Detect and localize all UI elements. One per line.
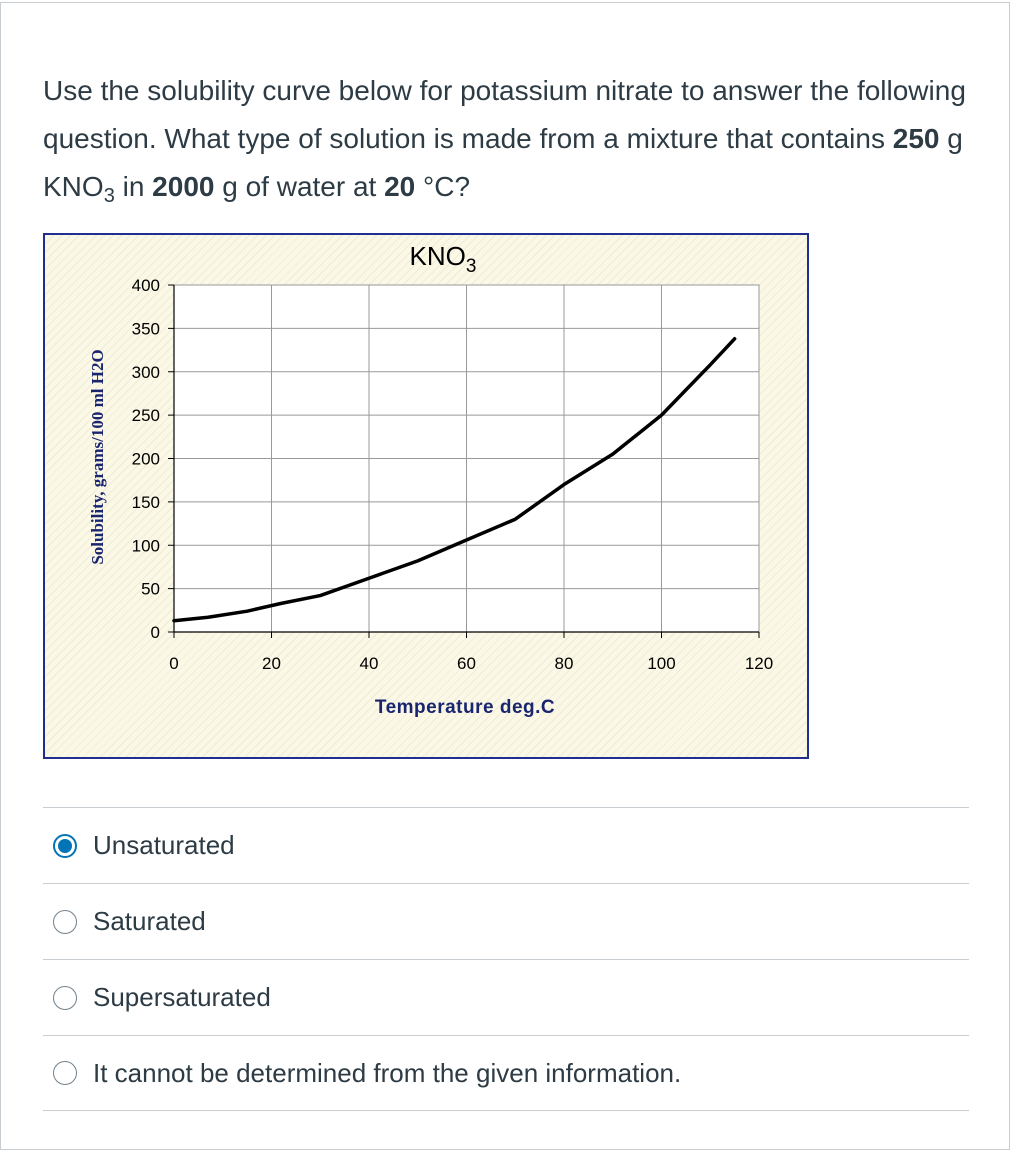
answer-option-label: Saturated xyxy=(93,906,206,936)
chart-title-main: KNO xyxy=(409,241,466,271)
question-card xyxy=(0,2,1010,1150)
y-axis-label: Solubility, grams/100 ml H2O xyxy=(88,349,107,565)
solute-mass: 250 xyxy=(892,123,940,154)
answer-option-label: Supersaturated xyxy=(93,982,271,1012)
formula-subscript: 3 xyxy=(103,185,115,207)
x-tick-label: 0 xyxy=(169,654,179,673)
question-text-part: g of water at xyxy=(214,171,385,202)
y-tick-label: 250 xyxy=(131,406,160,426)
radio-button[interactable] xyxy=(53,986,77,1010)
water-mass: 2000 xyxy=(152,171,215,202)
x-tick-label: 40 xyxy=(359,654,379,673)
radio-button[interactable] xyxy=(53,1061,77,1085)
answer-option[interactable] xyxy=(43,883,969,959)
chart-svg xyxy=(45,235,811,761)
y-tick-label: 200 xyxy=(131,449,160,469)
y-tick-label: 50 xyxy=(141,579,160,599)
question-text-part: in xyxy=(114,171,153,202)
x-tick-label: 80 xyxy=(554,654,574,673)
answer-option[interactable] xyxy=(43,959,969,1035)
question-text xyxy=(43,67,973,211)
chart-title-subscript: 3 xyxy=(465,256,477,277)
answer-option-label: Unsaturated xyxy=(93,830,235,860)
answer-option[interactable] xyxy=(43,807,969,883)
temperature-value: 20 xyxy=(384,171,416,202)
x-axis-label: Temperature deg.C xyxy=(374,697,556,718)
question-text-part: Use the solubility curve below for potassium nitrate to answer the following question. What type of solution is made from a mixture that contains xyxy=(43,75,966,154)
radio-button[interactable] xyxy=(53,834,77,858)
y-tick-label: 150 xyxy=(131,492,160,512)
y-tick-label: 350 xyxy=(131,319,160,339)
radio-button[interactable] xyxy=(53,910,77,934)
x-tick-label: 120 xyxy=(744,654,774,673)
chart-title xyxy=(410,241,477,277)
x-tick-label: 100 xyxy=(647,654,676,673)
x-tick-label: 60 xyxy=(457,654,476,673)
question-text-part: °C? xyxy=(415,171,471,202)
question-text-part: g KNO xyxy=(43,123,963,202)
y-tick-label: 100 xyxy=(131,536,160,556)
x-tick-label: 20 xyxy=(262,654,281,673)
answer-options xyxy=(43,807,969,1111)
y-tick-label: 400 xyxy=(131,276,160,295)
solubility-chart xyxy=(43,233,809,759)
answer-option-label: It cannot be determined from the given information. xyxy=(93,1057,682,1088)
y-tick-label: 0 xyxy=(150,623,160,642)
answer-option[interactable] xyxy=(43,1035,969,1111)
y-tick-label: 300 xyxy=(131,362,160,382)
